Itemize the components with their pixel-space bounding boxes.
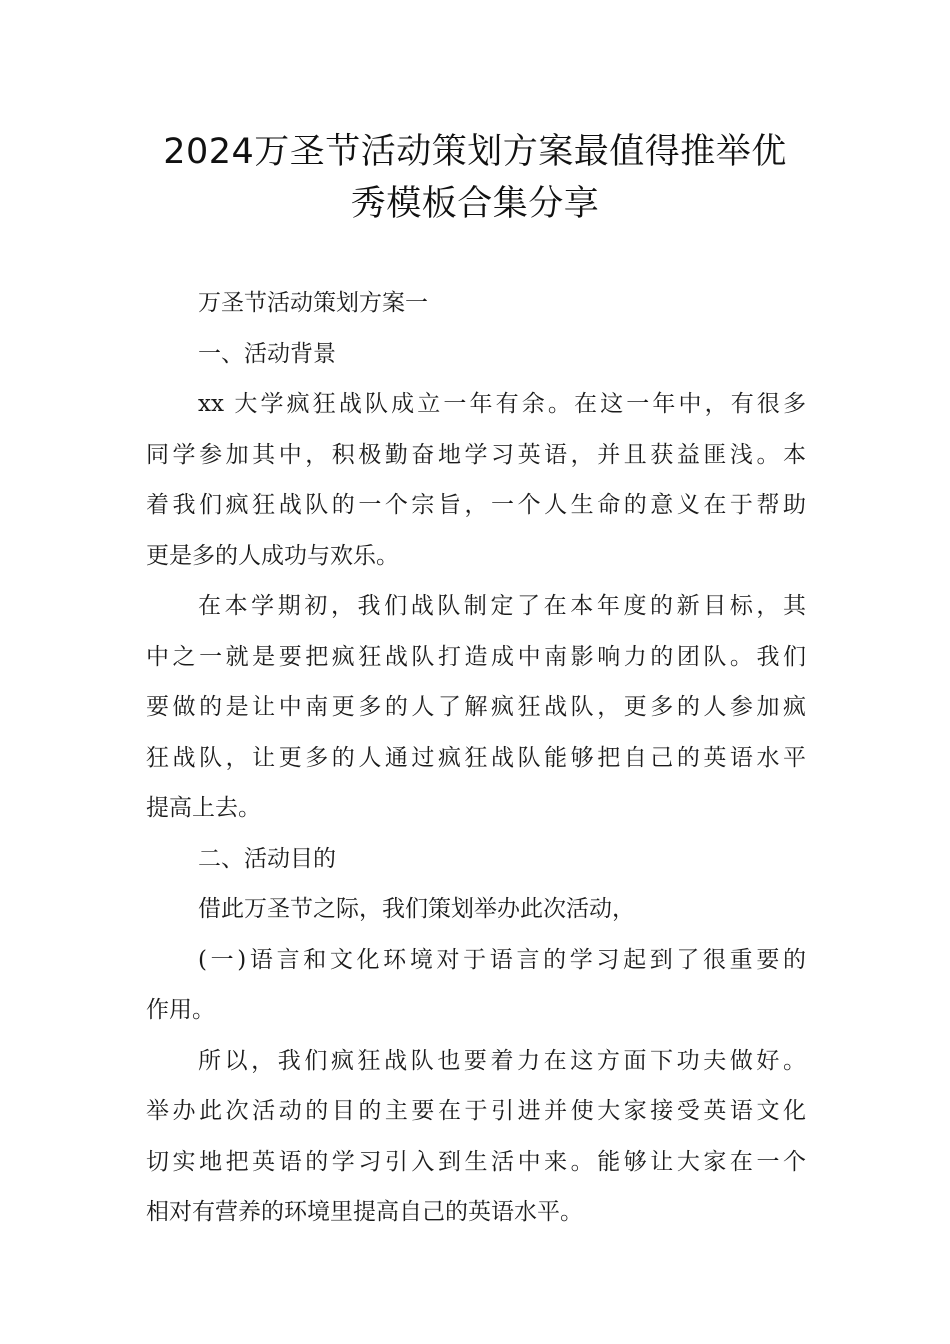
text-line: 要做的是让中南更多的人了解疯狂战队，更多的人参加疯 [146,694,806,720]
text-line: 切实地把英语的学习引入到生活中来。能够让大家在一个 [146,1148,806,1175]
text-line: 二、活动目的 [198,845,336,872]
text-line: 狂战队，让更多的人通过疯狂战队能够把自己的英语水平 [146,744,806,771]
document-body [146,278,806,1238]
text-line: 相对有营养的环境里提高自己的英语水平。 [146,1199,583,1225]
text-line: 一、活动背景 [198,340,336,367]
title-line: 2024万圣节活动策划方案最值得推举优 [163,132,787,172]
text-line: xx 大学疯狂战队成立一年有余。在这一年中，有很多 [198,391,806,417]
text-line: 在本学期初，我们战队制定了在本年度的新目标，其 [198,593,806,619]
text-line: 中之一就是要把疯狂战队打造成中南影响力的团队。我们 [146,643,806,670]
text-line: 着我们疯狂战队的一个宗旨，一个人生命的意义在于帮助 [146,492,806,518]
text-line: 更是多的人成功与欢乐。 [146,542,399,569]
text-line: 万圣节活动策划方案一 [198,290,428,316]
text-line: 所以，我们疯狂战队也要着力在这方面下功夫做好。 [198,1047,806,1074]
document-title [130,126,820,230]
text-line: 提高上去。 [146,795,261,821]
title-line: 秀模板合集分享 [350,184,600,224]
text-line: 同学参加其中，积极勤奋地学习英语，并且获益匪浅。本 [146,441,806,468]
text-line: 借此万圣节之际，我们策划举办此次活动， [198,896,635,922]
text-line: 作用。 [146,997,215,1023]
text-line: (一)语言和文化环境对于语言的学习起到了很重要的 [198,946,806,973]
text-line: 举办此次活动的目的主要在于引进并使大家接受英语文化 [146,1098,806,1124]
